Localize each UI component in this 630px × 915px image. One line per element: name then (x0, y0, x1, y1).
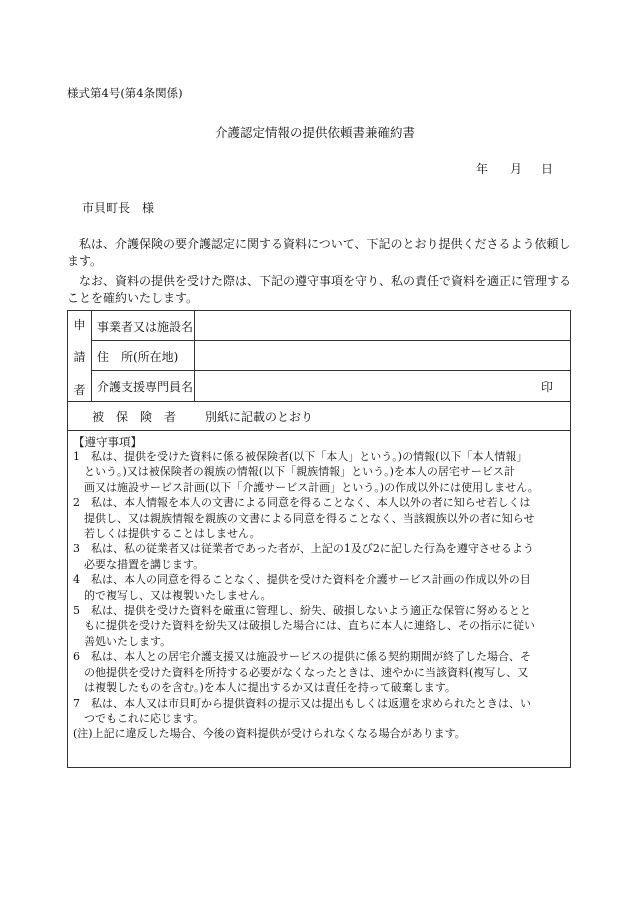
applicant-char: 請 (73, 350, 86, 364)
row-divider (68, 401, 571, 402)
rule-line: の他提供を受けた資料を所持する必要がなくなったときは、速やかに当該資料(複写し、又 (73, 665, 529, 679)
business-name-label: 事業者又は施設名 (97, 320, 194, 334)
address-field[interactable] (203, 348, 563, 364)
column-divider (194, 311, 195, 401)
note-line: (注)上記に違反した場合、今後の資料提供が受けられなくなる場合があります。 (73, 727, 466, 741)
pledge-paragraph (67, 273, 572, 307)
request-paragraph-line: 私は、介護保険の要介護認定に関する資料について、下記のとおり提供くださるよう依頼し (67, 237, 571, 251)
application-table (67, 310, 571, 768)
rule-line: 提供し、又は親族情報を親族の文書による同意を得ることなく、当該親族以外の者に知らせ (73, 511, 535, 525)
pledge-paragraph-line: ことを確約いたします。 (67, 291, 199, 305)
date-day-label: 日 (541, 162, 554, 176)
rule-line: は複製したものを含む。)を本人に提出するか又は責任を持って破棄します。 (73, 681, 456, 695)
applicant-char: 申 (73, 318, 86, 332)
applicant-char: 者 (73, 383, 86, 397)
business-name-field[interactable] (203, 318, 563, 334)
row-divider (91, 370, 571, 371)
rule-line: 善処いたします。 (73, 634, 172, 648)
rule-line: 2 私は、本人情報を本人の文書による同意を得ることなく、本人以外の者に知らせ若しくは (73, 496, 531, 510)
column-divider (91, 311, 92, 401)
insured-person-label: 被 保 険 者 (92, 410, 177, 424)
date-month-label: 月 (510, 162, 523, 176)
care-manager-name-label: 介護支援専門員名 (97, 380, 194, 394)
rule-line: つでもこれに応じます。 (73, 711, 205, 725)
rule-line: 7 私は、本人又は市貝町から提供資料の提示又は提出もしくは返還を求められたときは、い (73, 696, 531, 710)
seal-mark: 印 (541, 380, 554, 394)
form-number: 様式第4号(第4条関係) (67, 86, 183, 100)
document-title: 介護認定情報の提供依頼書兼確約書 (214, 125, 415, 140)
rule-line: 若しくは提供することはしません。 (73, 527, 261, 541)
rule-line: 6 私は、本人との居宅介護支援又は施設サービスの提供に係る契約期間が終了した場合、そ (73, 650, 531, 664)
rule-line: 4 私は、本人の同意を得ることなく、提供を受けた資料を介護サービス計画の作成以外の目 (73, 573, 531, 587)
request-paragraph (67, 236, 572, 270)
request-paragraph-line: ます。 (67, 254, 103, 268)
rule-line: という。)又は被保険者の親族の情報(以下「親族情報」という。)を本人の居宅サービス計 (73, 465, 515, 479)
addressee: 市貝町長 様 (82, 201, 155, 215)
rule-line: 3 私は、私の従業者又は従業者であった者が、上記の1及び2に記した行為を遵守させるよう (73, 542, 534, 556)
insured-person-value: 別紙に記載のとおり (205, 410, 314, 424)
rule-line: 的で複写し、又は複製いたしません。 (73, 588, 272, 602)
care-manager-name-field[interactable] (203, 378, 533, 394)
row-divider (91, 340, 571, 341)
rule-line: 5 私は、提供を受けた資料を厳重に管理し、紛失、破損しないよう適正な保管に努めるとと (73, 604, 531, 618)
rules-heading: 【遵守事項】 (73, 435, 142, 449)
pledge-paragraph-line: なお、資料の提供を受けた際は、下記の遵守事項を守り、私の責任で資料を適正に管理する (67, 274, 572, 288)
rule-line: もに提供を受けた資料を紛失又は破損した場合には、直ちに本人に連絡し、その指示に従い (73, 619, 535, 633)
rules-list (73, 449, 567, 742)
rule-line: 必要な措置を講じます。 (73, 557, 205, 571)
rule-line: 1 私は、提供を受けた資料に係る被保険者(以下「本人」という。)の情報(以下「本人情報」 (73, 450, 528, 463)
row-divider (68, 430, 571, 431)
rule-line: 画又は施設サービス計画(以下「介護サービス計画」という。)の作成以外には使用しません。 (73, 480, 539, 494)
address-label: 住 所(所在地) (97, 350, 179, 364)
date-year-label: 年 (476, 162, 489, 176)
